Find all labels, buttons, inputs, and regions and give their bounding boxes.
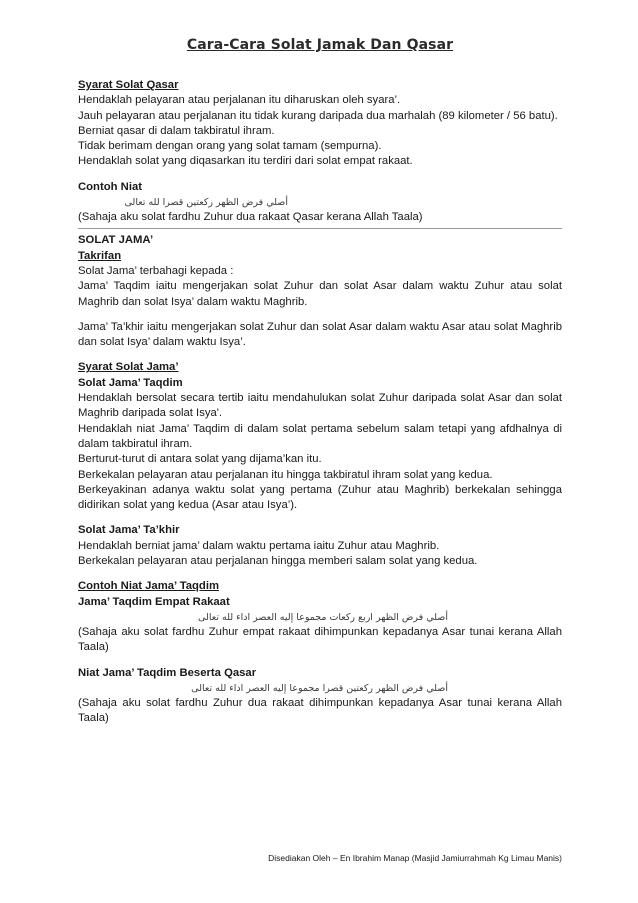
subheading-beserta-qasar: Niat Jama’ Taqdim Beserta Qasar: [78, 666, 257, 679]
document-body: [78, 78, 562, 726]
divider: [78, 228, 562, 229]
page-footer: Disediakan Oleh – En Ibrahim Manap (Masjid Jamiurrahmah Kg Limau Manis): [268, 853, 562, 863]
arabic-niat-text: أصلي فرض الظهر اربع ركعات مجموعا إليه العصر اداء لله تعالى: [198, 611, 448, 623]
arabic-niat-text: أصلي فرض الظهر ركعتين قصرا لله تعالى: [124, 197, 288, 209]
subheading-empat-rakaat: Jama’ Taqdim Empat Rakaat: [78, 595, 230, 608]
text-line: Hendaklah bersolat secara tertib iaitu mendahulukan solat Zuhur daripada solat Asar dan solat Maghrib daripada solat Isya'.: [78, 392, 562, 420]
text-line: Berturut-turut di antara solat yang dijama’kan itu.: [78, 453, 322, 466]
subheading-jama-taqdim: Solat Jama’ Taqdim: [78, 376, 183, 389]
subheading-jama-takhir: Solat Jama’ Ta’khir: [78, 524, 180, 537]
paragraph-jama-takhir: Jama’ Ta’khir iaitu mengerjakan solat Zuhur dan solat Asar dalam waktu Asar atau solat Maghrib dan solat Isya’ dalam waktu Isya’.: [78, 320, 562, 349]
text-line: Hendaklah solat yang diqasarkan itu terdiri dari solat empat rakaat.: [78, 155, 413, 168]
section-heading-contoh-niat-jama: Contoh Niat Jama’ Taqdim: [78, 580, 220, 593]
text-line: Jauh pelayaran atau perjalanan itu tidak kurang daripada dua marhalah (89 kilometer / 56 batu).: [78, 109, 558, 122]
subheading-takrifan: Takrifan: [78, 249, 122, 262]
text-line: Hendaklah pelayaran atau perjalanan itu diharuskan oleh syara’.: [78, 94, 401, 107]
text-line: Berkeyakinan adanya waktu solat yang pertama (Zuhur atau Maghrib) berkekalan sehingga didirikan solat yang kedua (Asar atau Isya’).: [78, 483, 562, 512]
translation-text: (Sahaja aku solat fardhu Zuhur dua rakaat dihimpunkan kepadanya Asar tunai kerana Allah Taala): [78, 696, 562, 725]
text-line: Berkekalan pelayaran atau perjalanan hingga memberi salam solat yang kedua.: [78, 555, 478, 568]
arabic-niat-text: أصلي فرض الظهر ركعتين قصرا مجموعا إليه العصر اداء لله تعالى: [191, 682, 448, 694]
section-heading-solat-jama: SOLAT JAMA’: [78, 234, 154, 247]
text-line: Hendaklah berniat jama’ dalam waktu pertama iaitu Zuhur atau Maghrib.: [78, 539, 440, 552]
text-line: Berkekalan pelayaran atau perjalanan itu hingga takbiratul ihram solat yang kedua.: [78, 468, 493, 481]
section-heading-syarat-jama: Syarat Solat Jama’: [78, 361, 179, 374]
text-line: Berniat qasar di dalam takbiratul ihram.: [78, 124, 275, 137]
text-line: Hendaklah niat Jama’ Taqdim di dalam solat pertama sebelum salam tetapi yang afdhalnya di dalam takbiratul ihram.: [78, 422, 562, 450]
paragraph-jama-taqdim: Jama’ Taqdim iaitu mengerjakan solat Zuhur dan solat Asar dalam waktu Zuhur atau solat Maghrib dan solat Isya’ dalam waktu Maghrib.: [78, 280, 562, 308]
text-line: Tidak berimam dengan orang yang solat tamam (sempurna).: [78, 140, 382, 153]
section-heading-contoh-niat: Contoh Niat: [78, 180, 143, 193]
section-heading-syarat-qasar: Syarat Solat Qasar: [78, 79, 179, 91]
translation-text: (Sahaja aku solat fardhu Zuhur dua rakaat Qasar kerana Allah Taala): [78, 211, 423, 224]
text-line: Solat Jama’ terbahagi kepada :: [78, 264, 234, 277]
page-title: Cara-Cara Solat Jamak Dan Qasar: [186, 37, 454, 53]
translation-text: (Sahaja aku solat fardhu Zuhur empat rakaat dihimpunkan kepadanya Asar tunai kerana Allah Taala): [78, 625, 562, 654]
